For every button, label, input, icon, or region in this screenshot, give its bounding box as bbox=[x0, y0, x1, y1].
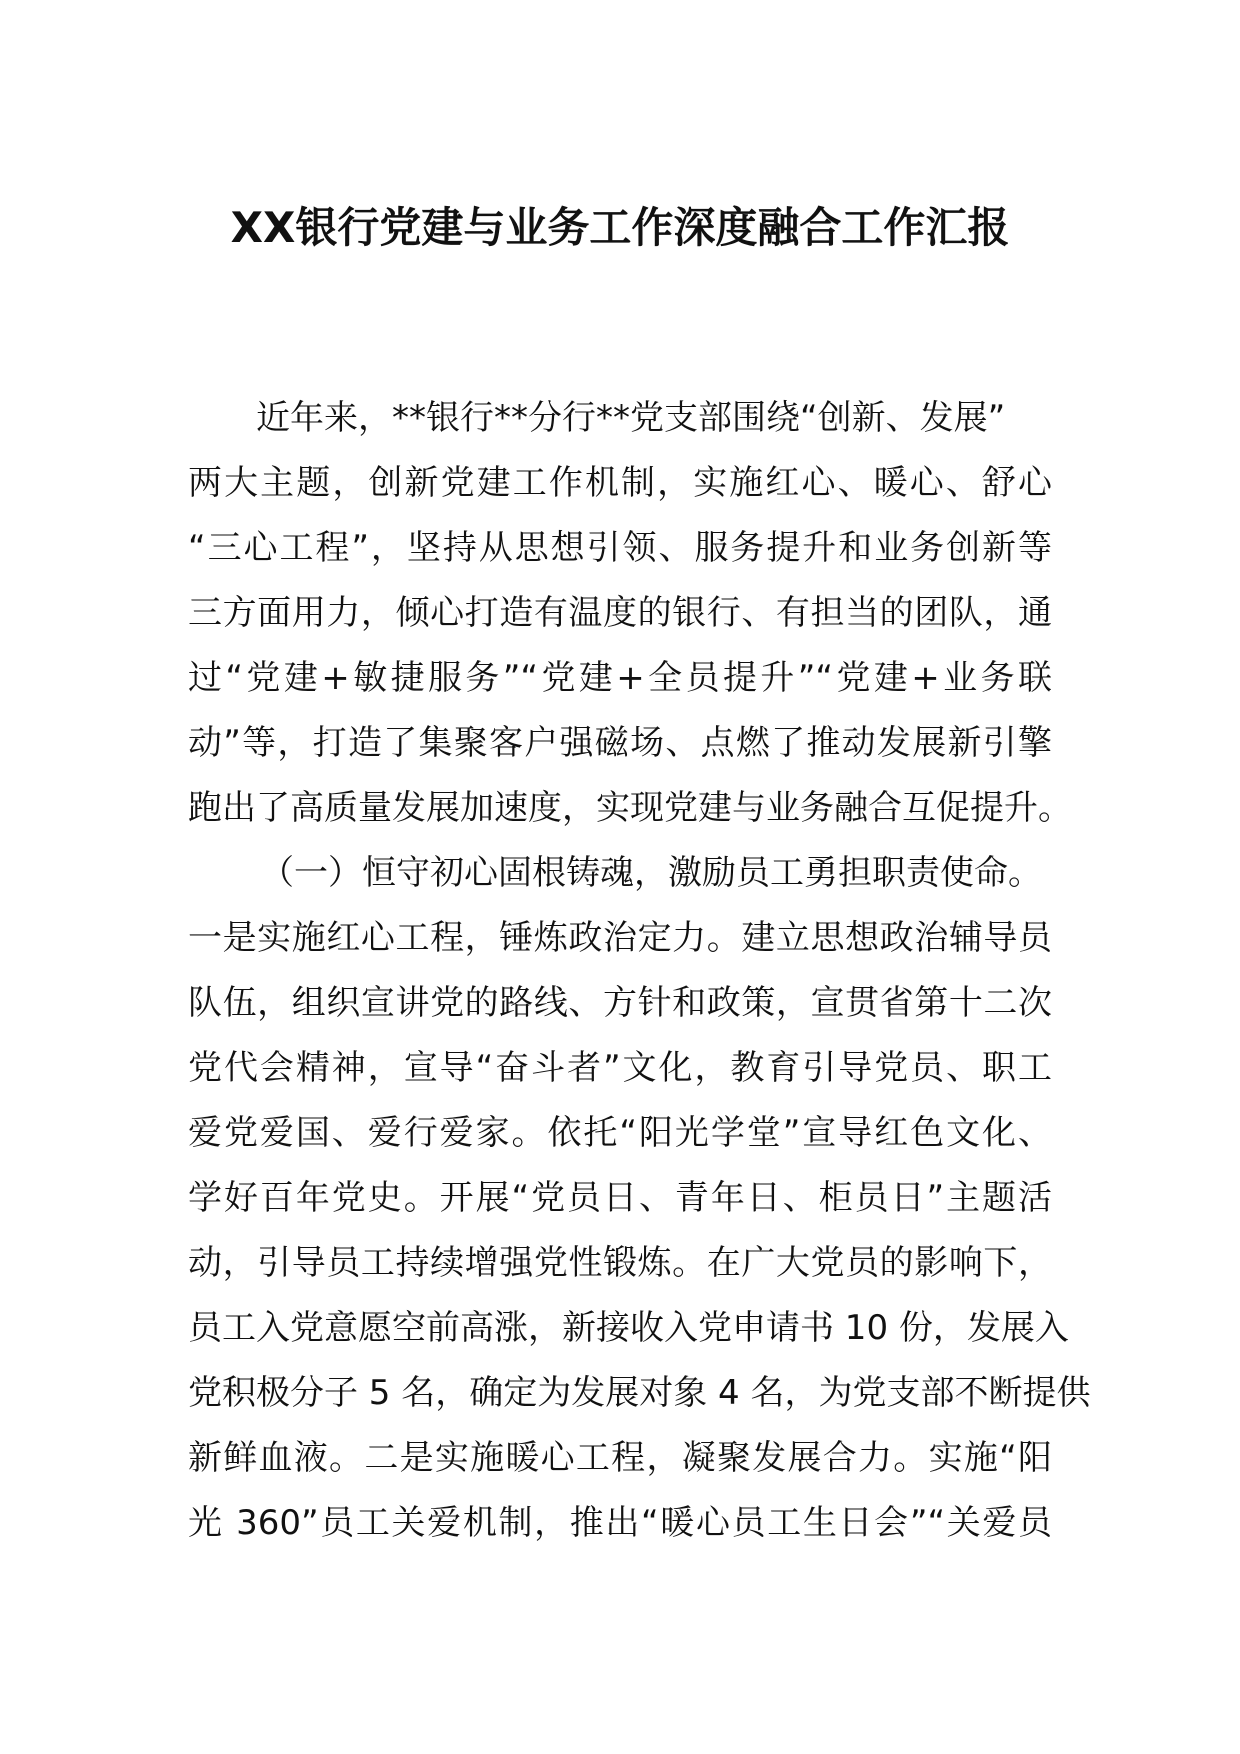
paragraph-line: 党代会精神，宣导“奋斗者”文化，教育引导党员、职工 bbox=[188, 1048, 1052, 1088]
paragraph-line: 两大主题，创新党建工作机制，实施红心、暖心、舒心 bbox=[188, 463, 1052, 503]
paragraph-line: 光 360”员工关爱机制，推出“暖心员工生日会”“关爱员 bbox=[188, 1503, 1052, 1543]
paragraph-line: 爱党爱国、爱行爱家。依托“阳光学堂”宣导红色文化、 bbox=[188, 1113, 1052, 1153]
paragraph-line: 三方面用力，倾心打造有温度的银行、有担当的团队，通 bbox=[188, 593, 1052, 633]
document-title: XX银行党建与业务工作深度融合工作汇报 bbox=[230, 203, 1010, 252]
paragraph-line: 一是实施红心工程，锤炼政治定力。建立思想政治辅导员 bbox=[188, 918, 1052, 958]
section-heading: （一）恒守初心固根铸魂，激励员工勇担职责使命。 bbox=[260, 853, 1042, 893]
paragraph-line: 队伍，组织宣讲党的路线、方针和政策，宣贯省第十二次 bbox=[188, 983, 1052, 1023]
paragraph-line: 党积极分子 5 名，确定为发展对象 4 名，为党支部不断提供 bbox=[188, 1373, 1091, 1413]
paragraph-line: 跑出了高质量发展加速度，实现党建与业务融合互促提升。 bbox=[188, 788, 1072, 828]
paragraph-line: 学好百年党史。开展“党员日、青年日、柜员日”主题活 bbox=[188, 1178, 1052, 1218]
document-body bbox=[188, 386, 1091, 1556]
paragraph-line: 动”等，打造了集聚客户强磁场、点燃了推动发展新引擎 bbox=[188, 723, 1052, 763]
paragraph-line: 动，引导员工持续增强党性锻炼。在广大党员的影响下， bbox=[188, 1243, 1052, 1283]
paragraph-line: 近年来，**银行**分行**党支部围绕“创新、发展” bbox=[256, 398, 1006, 438]
paragraph-line: 过“党建+敏捷服务”“党建+全员提升”“党建+业务联 bbox=[188, 658, 1052, 698]
paragraph-line: 新鲜血液。二是实施暖心工程，凝聚发展合力。实施“阳 bbox=[188, 1438, 1052, 1478]
paragraph-line: “三心工程”，坚持从思想引领、服务提升和业务创新等 bbox=[188, 528, 1052, 568]
paragraph-line: 员工入党意愿空前高涨，新接收入党申请书 10 份，发展入 bbox=[188, 1308, 1069, 1348]
